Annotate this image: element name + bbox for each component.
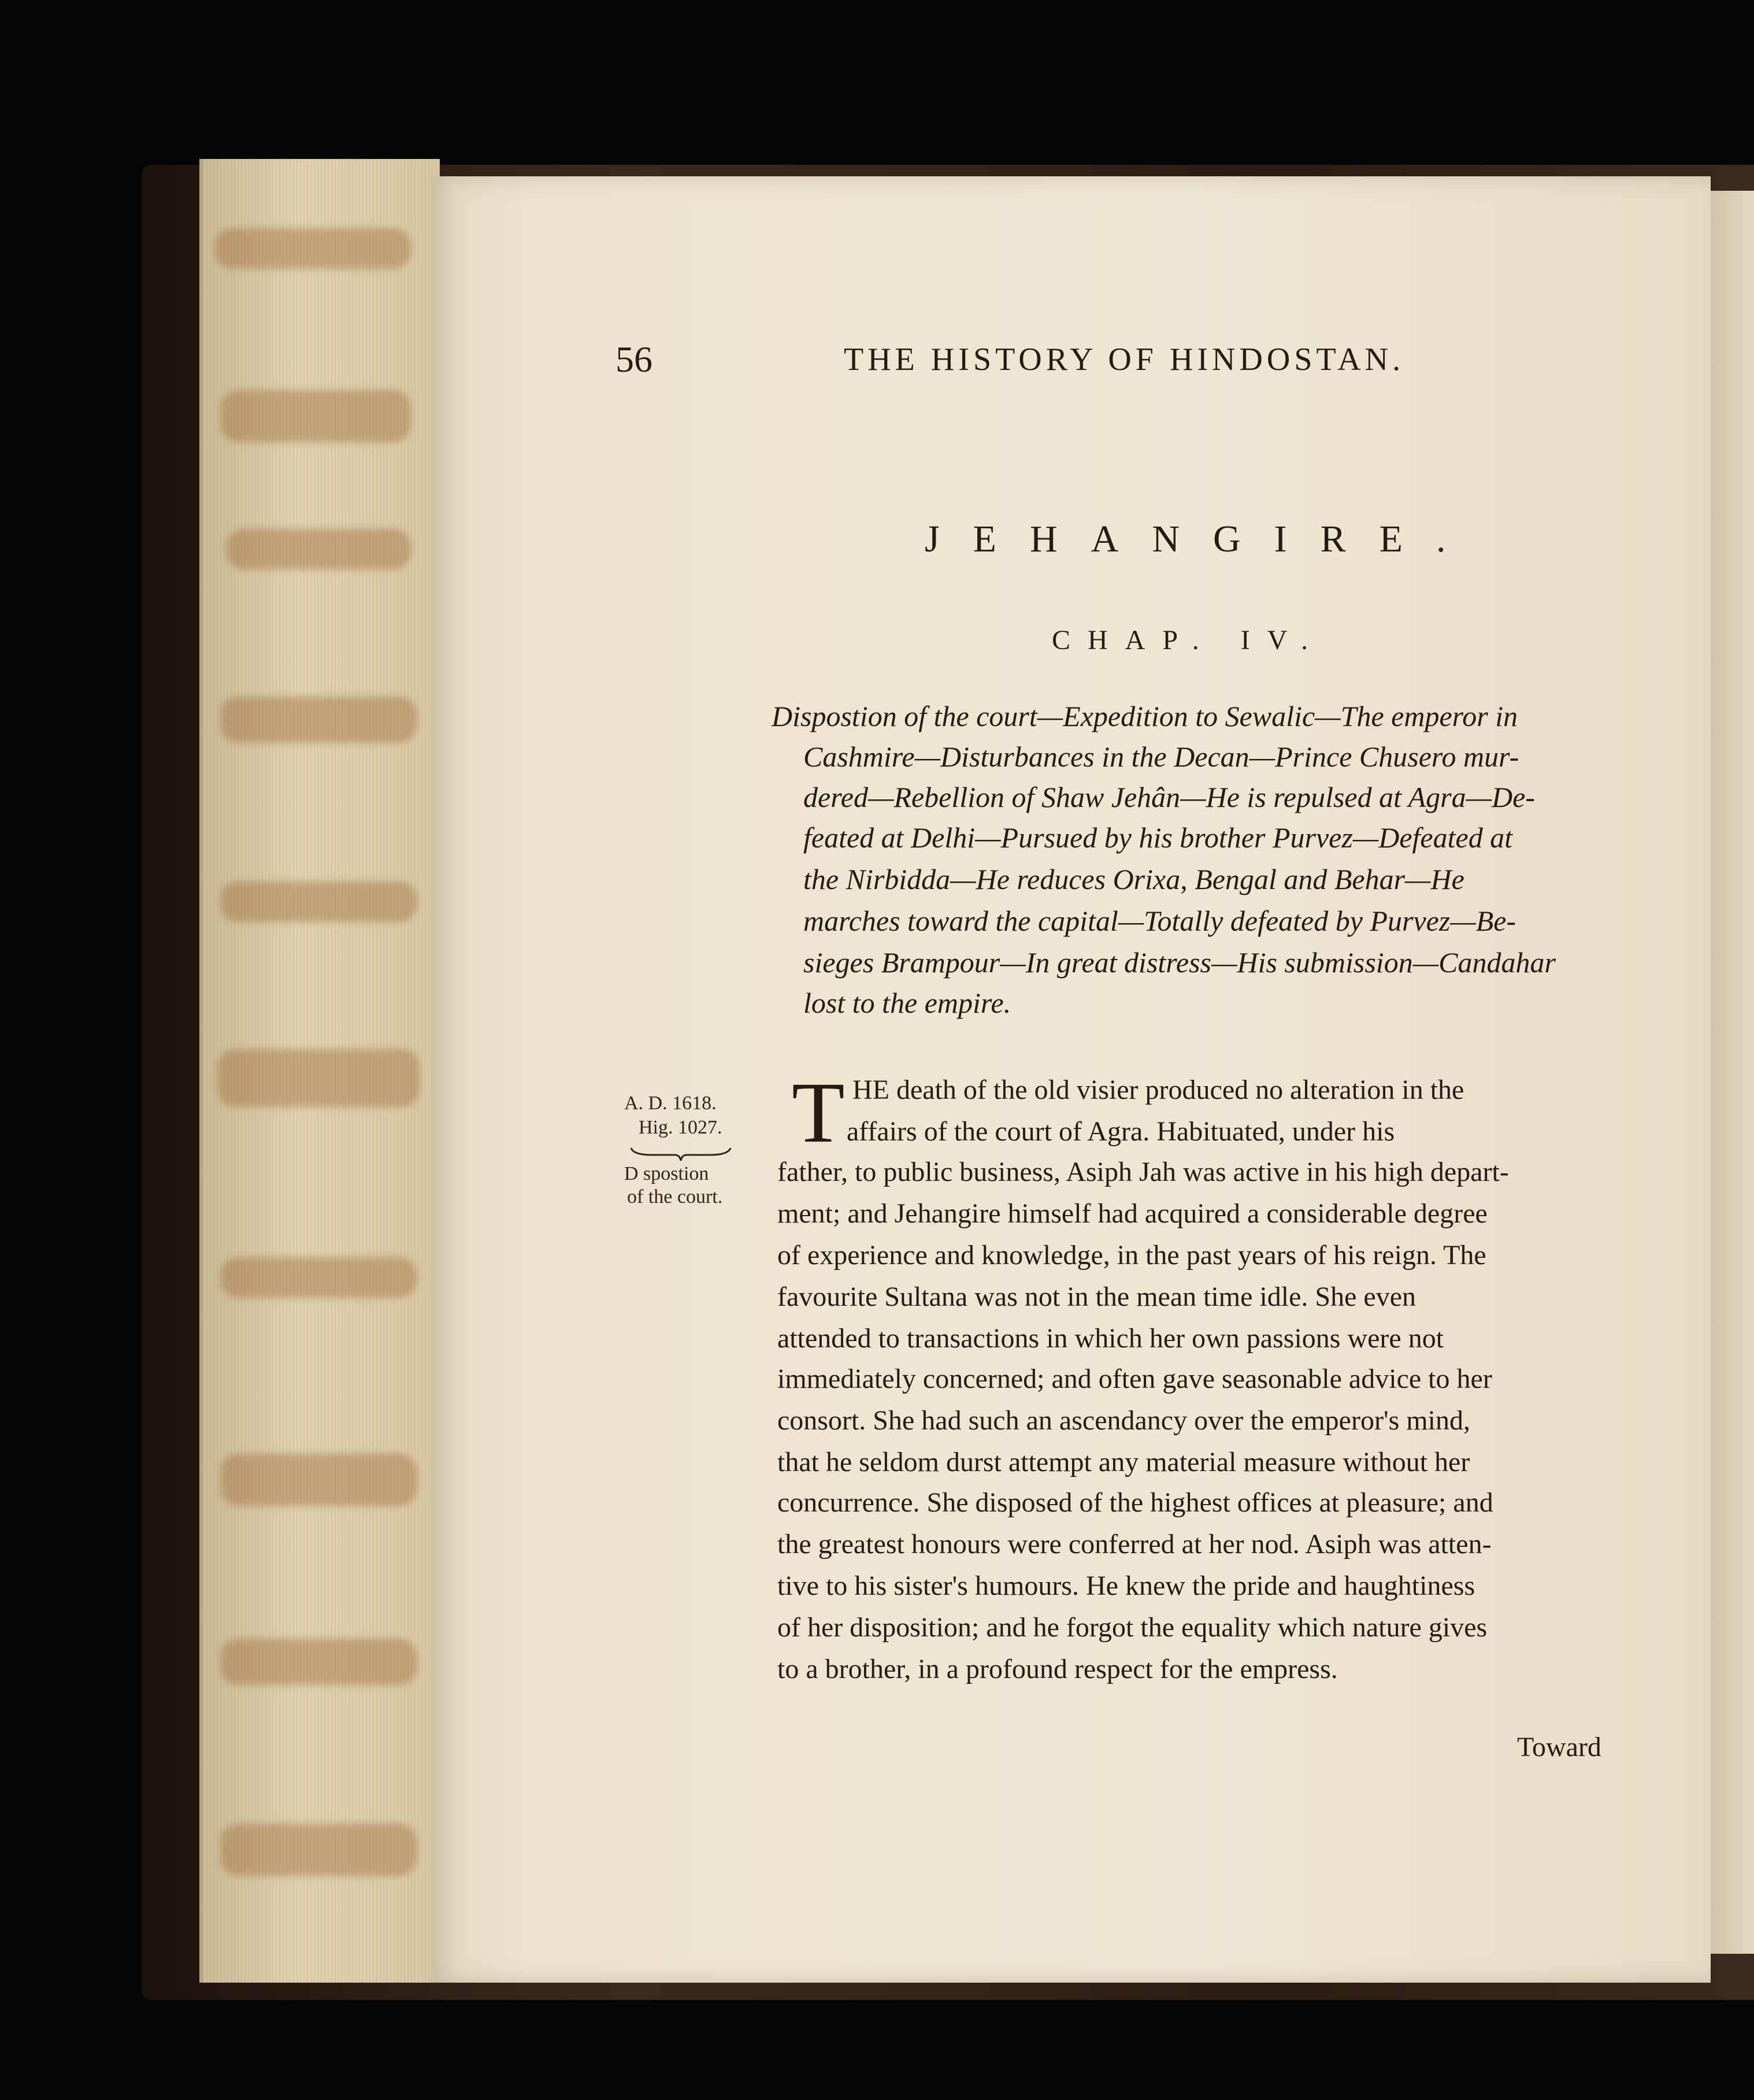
chapter-number: CHAP. IV. <box>1052 625 1326 655</box>
water-stain <box>220 1824 417 1876</box>
page-block-edge <box>199 159 440 1983</box>
water-stain <box>220 882 417 922</box>
body-line: father, to public business, Asiph Jah was active in his high depart- <box>777 1157 1509 1187</box>
margin-brace <box>629 1145 733 1162</box>
catchword: Toward <box>1517 1732 1601 1762</box>
synopsis-line: sieges Brampour—In great distress—His submission—Candahar <box>803 946 1556 979</box>
synopsis-line: Dispostion of the court—Expedition to Sewalic—The emperor in <box>772 700 1518 732</box>
body-line: that he seldom durst attempt any material measure without her <box>777 1447 1470 1477</box>
body-line: the greatest honours were conferred at her nod. Asiph was atten- <box>777 1529 1492 1560</box>
margin-note-line: of the court. <box>627 1186 723 1208</box>
margin-note-line: D spostion <box>624 1163 709 1184</box>
water-stain <box>226 529 411 569</box>
water-stain <box>214 228 411 269</box>
body-line: HE death of the old visier produced no alteration in the <box>852 1075 1464 1105</box>
synopsis-line: lost to the empire. <box>803 987 1011 1019</box>
body-line: consort. She had such an ascendancy over the emperor's mind, <box>777 1405 1470 1436</box>
water-stain <box>217 1049 420 1107</box>
water-stain <box>220 1257 417 1298</box>
water-stain <box>220 697 417 743</box>
drop-cap: T <box>792 1065 845 1161</box>
body-line: immediately concerned; and often gave seasonable advice to her <box>777 1364 1492 1394</box>
water-stain <box>220 390 411 442</box>
body-line: of experience and knowledge, in the past years of his reign. The <box>777 1240 1486 1271</box>
synopsis-line: marches toward the capital—Totally defeated by Purvez—Be- <box>803 905 1516 937</box>
body-line: favourite Sultana was not in the mean time idle. She even <box>777 1282 1416 1312</box>
body-line: tive to his sister's humours. He knew the pride and haughtiness <box>777 1571 1475 1601</box>
water-stain <box>220 1454 417 1506</box>
body-line: concurrence. She disposed of the highest offices at pleasure; and <box>777 1487 1493 1518</box>
body-line: attended to transactions in which her own passions were not <box>777 1323 1444 1354</box>
synopsis-line: dered—Rebellion of Shaw Jehân—He is repulsed at Agra—De- <box>803 781 1536 813</box>
body-line: of her disposition; and he forgot the equality which nature gives <box>777 1612 1488 1643</box>
body-line: affairs of the court of Agra. Habituated, under his <box>847 1116 1395 1147</box>
chapter-title: JEHANGIRE. <box>925 518 1479 560</box>
page-number: 56 <box>615 339 652 380</box>
body-line: ment; and Jehangire himself had acquired a considerable degree <box>777 1198 1488 1229</box>
synopsis-line: feated at Delhi—Pursued by his brother Purvez—Defeated at <box>803 821 1513 854</box>
margin-hijra: Hig. 1027. <box>639 1117 722 1138</box>
running-head: THE HISTORY OF HINDOSTAN. <box>844 342 1405 377</box>
water-stain <box>220 1639 417 1685</box>
body-line: to a brother, in a profound respect for the empress. <box>777 1654 1338 1684</box>
margin-year: A. D. 1618. <box>624 1092 717 1114</box>
synopsis-line: Cashmire—Disturbances in the Decan—Prince Chusero mur- <box>803 740 1519 773</box>
next-page-edge <box>1711 191 1754 1954</box>
synopsis-line: the Nirbidda—He reduces Orixa, Bengal and Behar—He <box>803 863 1464 895</box>
